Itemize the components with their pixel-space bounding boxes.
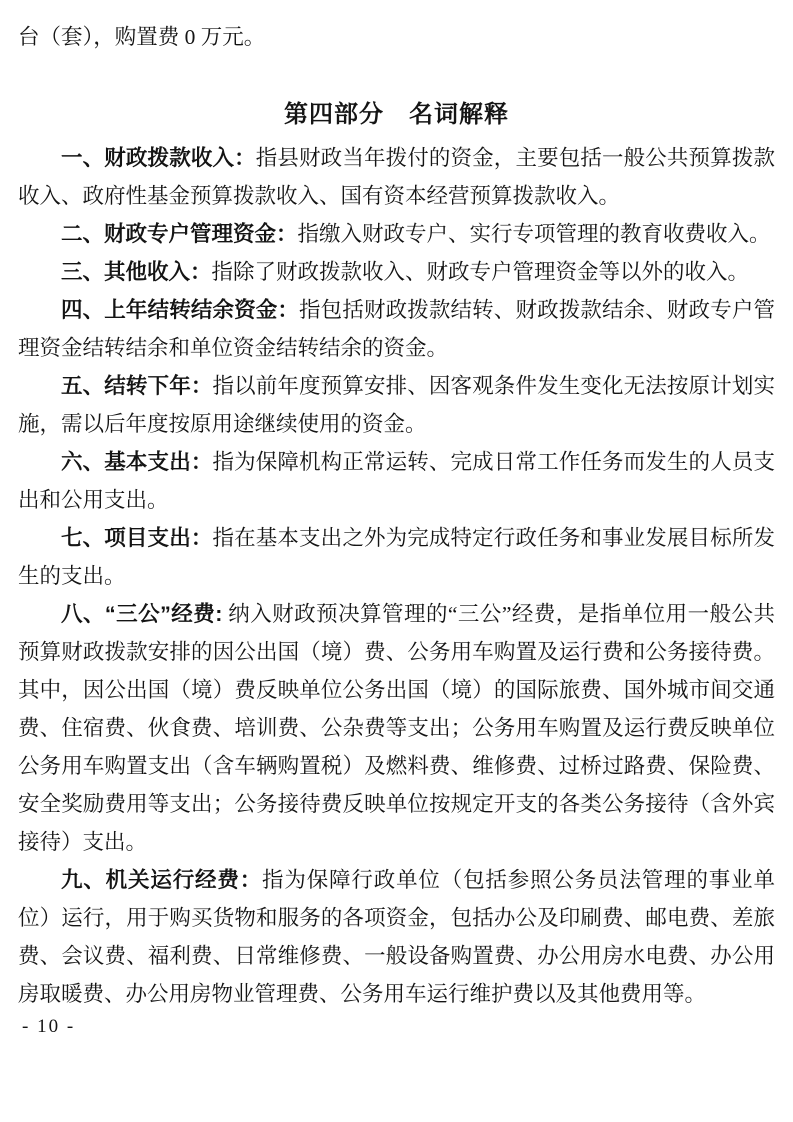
term-label: 八、“三公”经费: [61,602,223,626]
term-definition-paragraph [18,367,775,443]
term-definition-paragraph [18,595,775,861]
page-number: - 10 - [22,1016,76,1037]
term-definition: 指缴入财政专户、实行专项管理的教育收费收入。 [297,222,771,246]
term-label: 五、结转下年： [61,374,213,398]
term-definition: 指在基本支出之外为完成特定行政任务和事业发展目标所发生的支出。 [18,526,775,588]
section-title: 第四部分 名词解释 [284,101,509,128]
term-definition: 指除了财政拨款收入、财政专户管理资金等以外的收入。 [211,260,750,284]
term-definition-paragraph [18,443,775,519]
term-definition: 指为保障机构正常运转、完成日常工作任务而发生的人员支出和公用支出。 [18,450,775,512]
term-label: 三、其他收入： [61,260,212,284]
term-label: 七、项目支出： [61,526,213,550]
term-label: 二、财政专户管理资金： [61,222,298,246]
term-definition: 指为保障行政单位（包括参照公务员法管理的事业单位）运行，用于购买货物和服务的各项资金，包括办公及印刷费、邮电费、差旅费、会议费、福利费、日常维修费、一般设备购置费、办公用房水电费、办公用房取暖费、办公用房物业管理费、公务用车运行维护费以及其他费用等。 [18,868,775,1006]
term-definition-paragraph [18,861,775,1013]
term-definition-paragraph [18,253,775,291]
term-definition: 纳入财政预决算管理的“三公”经费，是指单位用一般公共预算财政拨款安排的因公出国（境）费、公务用车购置及运行费和公务接待费。其中，因公出国（境）费反映单位公务出国（境）的国际旅费、国外城市间交通费、住宿费、伙食费、培训费、公杂费等支出；公务用车购置及运行费反映单位公务用车购置支出（含车辆购置税）及燃料费、维修费、过桥过路费、保险费、安全奖励费用等支出；公务接待费反映单位按规定开支的各类公务接待（含外宾接待）支出。 [18,602,775,854]
term-definition: 指包括财政拨款结转、财政拨款结余、财政专户管理资金结转结余和单位资金结转结余的资金。 [18,298,775,360]
term-label: 一、财政拨款收入： [61,146,256,170]
term-definition: 指县财政当年拨付的资金，主要包括一般公共预算拨款收入、政府性基金预算拨款收入、国有资本经营预算拨款收入。 [18,146,775,208]
term-definition-paragraph [18,215,775,253]
term-definition-paragraph [18,139,775,215]
terms-list [18,139,775,1013]
term-label: 九、机关运行经费： [61,868,263,892]
continuation-paragraph: 台（套），购置费 0 万元。 [18,25,266,49]
term-definition-paragraph [18,519,775,595]
term-label: 四、上年结转结余资金： [61,298,300,322]
term-label: 六、基本支出： [61,450,213,474]
term-definition: 指以前年度预算安排、因客观条件发生变化无法按原计划实施，需以后年度按原用途继续使用的资金。 [18,374,775,436]
term-definition-paragraph [18,291,775,367]
